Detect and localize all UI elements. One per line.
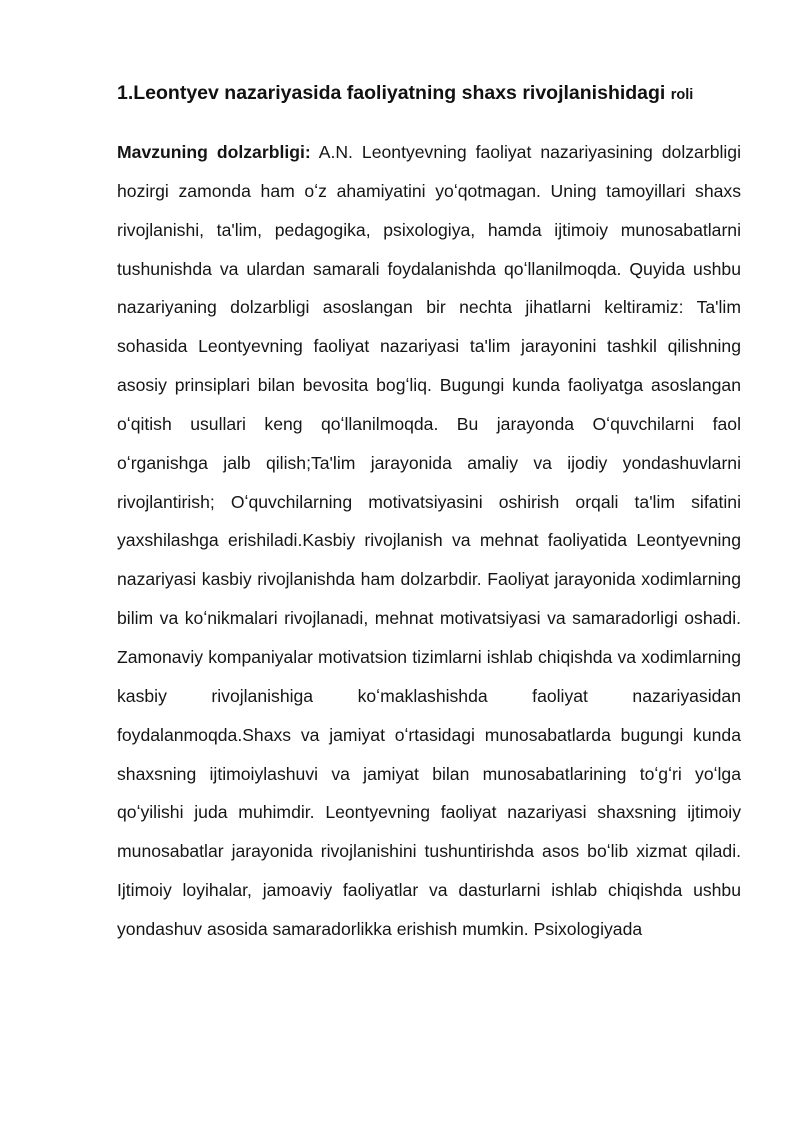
heading-number: 1.: [117, 82, 134, 104]
section-heading: [117, 78, 757, 110]
heading-tail: roli: [670, 87, 694, 103]
paragraph-text: A.N. Leontyevning faoliyat nazariyasining dolzarbligi hozirgi zamonda ham oʻz ahamiyatini yoʻqotmagan. Uning tamoyillari shaxs rivojlanishi, ta'lim, pedagogika, psixologiya, hamda ijtimoiy munosabatlarni tushunishda va ulardan samarali foydalanishda qoʻllanilmoqda. Quyida ushbu nazariyaning dolzarbligi asoslangan bir nechta jihatlarni keltiramiz: Ta'lim sohasida Leontyevning faoliyat nazariyasi ta'lim jarayonini tashkil qilishning asosiy prinsiplari bilan bevosita bogʻliq. Bugungi kunda faoliyatga asoslangan oʻqitish usullari keng qoʻllanilmoqda. Bu jarayonda Oʻquvchilarni faol oʻrganishga jalb qilish;Ta'lim jarayonida amaliy va ijodiy yondashuvlarni rivojlantirish; Oʻquvchilarning motivatsiyasini oshirish orqali ta'lim sifatini yaxshilashga erishiladi.Kasbiy rivojlanish va mehnat faoliyatida Leontyevning nazariyasi kasbiy rivojlanishda ham dolzarbdir. Faoliyat jarayonida xodimlarning bilim va koʻnikmalari rivojlanadi, mehnat motivatsiyasi va samaradorligi oshadi. Zamonaviy kompaniyalar motivatsion tizimlarni ishlab chiqishda va xodimlarning kasbiy rivojlanishiga koʻmaklashishda faoliyat nazariyasidan foydalanmoqda.Shaxs va jamiyat oʻrtasidagi munosabatlarda bugungi kunda shaxsning ijtimoiylashuvi va jamiyat bilan munosabatlarining toʻgʻri yoʻlga qoʻyilishi juda muhimdir. Leontyevning faoliyat nazariyasi shaxsning ijtimoiy munosabatlar jarayonida rivojlanishini tushuntirishda asos boʻlib xizmat qiladi. Ijtimoiy loyihalar, jamoaviy faoliyatlar va dasturlarni ishlab chiqishda ushbu yondashuv asosida samaradorlikka erishish mumkin. Psixologiyada: [117, 142, 741, 939]
heading-main: Leontyev nazariyasida faoliyatning shaxs rivojlanishidagi: [133, 82, 671, 104]
body-paragraph: [117, 133, 741, 949]
paragraph-lead: Mavzuning dolzarbligi:: [117, 142, 311, 162]
